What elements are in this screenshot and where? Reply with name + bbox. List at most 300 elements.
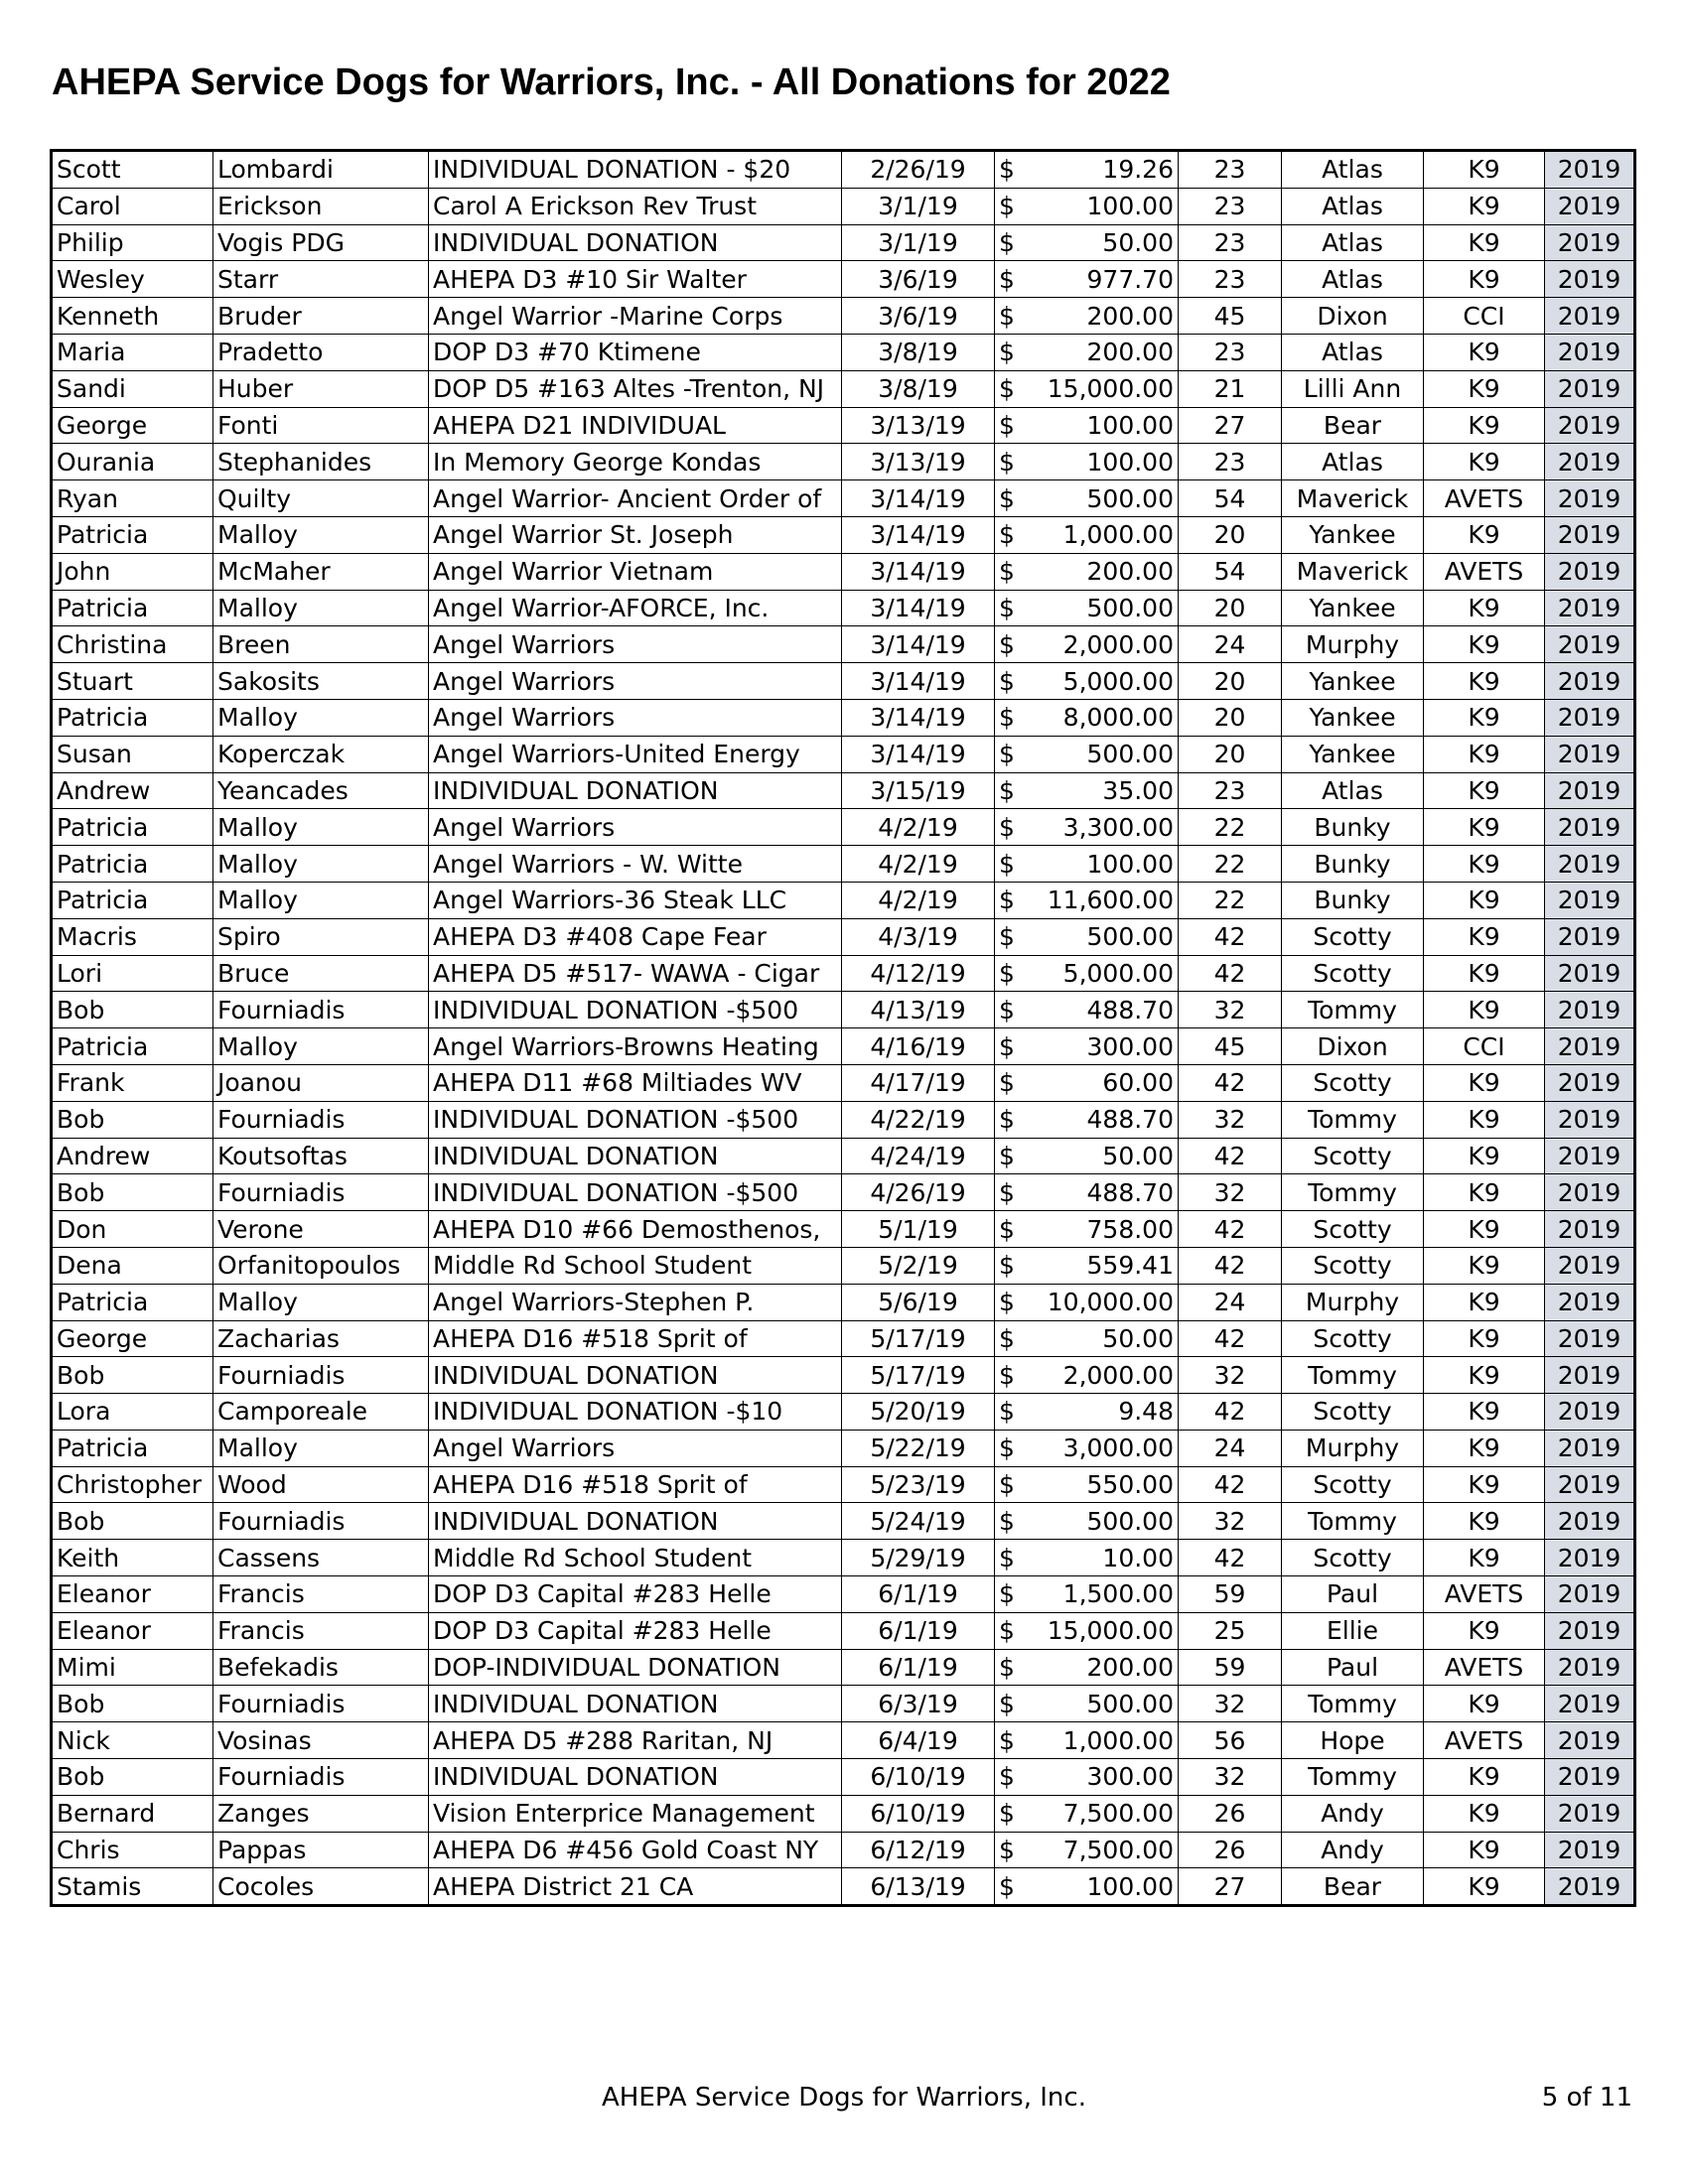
organization-cell: Angel Warriors - W. Witte [429, 846, 842, 883]
amount-cell [995, 1138, 1179, 1174]
amount-cell [995, 809, 1179, 846]
amount-cell [995, 1686, 1179, 1722]
amount-cell [995, 1320, 1179, 1357]
last-name-cell: Quilty [213, 480, 429, 517]
currency-symbol: $ [999, 1653, 1015, 1683]
organization-cell: Angel Warrior-AFORCE, Inc. [429, 590, 842, 626]
year-cell: 2019 [1545, 846, 1635, 883]
currency-symbol: $ [999, 666, 1015, 696]
dog-number-cell: 59 [1179, 1576, 1282, 1613]
program-cell: K9 [1424, 846, 1545, 883]
organization-cell: Angel Warrior Vietnam [429, 553, 842, 590]
table-row [52, 370, 1635, 407]
first-name-cell: George [52, 1320, 213, 1357]
amount-cell [995, 370, 1179, 407]
table-row [52, 882, 1635, 918]
table-row [52, 1101, 1635, 1138]
table-row [52, 1247, 1635, 1284]
page-title: AHEPA Service Dogs for Warriors, Inc. - All Donations for 2022 [52, 62, 1171, 103]
amount-value: 5,000.00 [1062, 958, 1174, 988]
date-cell: 3/14/19 [842, 699, 995, 736]
last-name-cell: Fourniadis [213, 1174, 429, 1211]
amount-value: 500.00 [1086, 483, 1174, 513]
table-row [52, 626, 1635, 663]
table-row [52, 663, 1635, 700]
dog-number-cell: 20 [1179, 663, 1282, 700]
dog-number-cell: 27 [1179, 1868, 1282, 1906]
amount-cell [995, 1064, 1179, 1101]
dog-number-cell: 42 [1179, 1394, 1282, 1431]
dog-number-cell: 59 [1179, 1649, 1282, 1686]
donations-table [50, 149, 1636, 1907]
last-name-cell: Zacharias [213, 1320, 429, 1357]
organization-cell: Carol A Erickson Rev Trust [429, 188, 842, 224]
amount-cell [995, 590, 1179, 626]
date-cell: 6/10/19 [842, 1795, 995, 1832]
organization-cell: INDIVIDUAL DONATION [429, 1138, 842, 1174]
organization-cell: INDIVIDUAL DONATION [429, 1759, 842, 1796]
table-row [52, 772, 1635, 809]
organization-cell: Angel Warrior St. Joseph [429, 516, 842, 553]
amount-value: 60.00 [1102, 1068, 1174, 1098]
dog-name-cell: Dixon [1282, 298, 1424, 335]
dog-name-cell: Scotty [1282, 918, 1424, 955]
first-name-cell: Patricia [52, 1028, 213, 1065]
dog-name-cell: Scotty [1282, 1320, 1424, 1357]
program-cell: K9 [1424, 1686, 1545, 1722]
amount-cell [995, 1101, 1179, 1138]
dog-number-cell: 21 [1179, 370, 1282, 407]
first-name-cell: Patricia [52, 809, 213, 846]
program-cell: K9 [1424, 626, 1545, 663]
currency-symbol: $ [999, 812, 1015, 842]
table-row [52, 1649, 1635, 1686]
organization-cell: AHEPA District 21 CA [429, 1868, 842, 1906]
amount-cell [995, 699, 1179, 736]
program-cell: K9 [1424, 1612, 1545, 1649]
amount-cell [995, 1466, 1179, 1503]
dog-number-cell: 23 [1179, 188, 1282, 224]
dog-name-cell: Scotty [1282, 1138, 1424, 1174]
organization-cell: Angel Warriors [429, 1430, 842, 1466]
last-name-cell: Joanou [213, 1064, 429, 1101]
first-name-cell: Eleanor [52, 1576, 213, 1613]
currency-symbol: $ [999, 227, 1015, 257]
year-cell: 2019 [1545, 699, 1635, 736]
dog-number-cell: 56 [1179, 1722, 1282, 1759]
dog-name-cell: Atlas [1282, 188, 1424, 224]
first-name-cell: Patricia [52, 882, 213, 918]
amount-value: 1,000.00 [1062, 520, 1174, 550]
last-name-cell: Erickson [213, 188, 429, 224]
first-name-cell: Bob [52, 1686, 213, 1722]
dog-number-cell: 22 [1179, 846, 1282, 883]
year-cell: 2019 [1545, 1832, 1635, 1868]
dog-number-cell: 23 [1179, 772, 1282, 809]
last-name-cell: Malloy [213, 882, 429, 918]
organization-cell: AHEPA D3 #408 Cape Fear [429, 918, 842, 955]
table-row [52, 809, 1635, 846]
currency-symbol: $ [999, 1725, 1015, 1755]
program-cell: CCI [1424, 298, 1545, 335]
year-cell: 2019 [1545, 224, 1635, 261]
amount-cell [995, 1028, 1179, 1065]
table-row [52, 992, 1635, 1028]
year-cell: 2019 [1545, 1576, 1635, 1613]
amount-value: 7,500.00 [1062, 1836, 1174, 1865]
date-cell: 5/6/19 [842, 1284, 995, 1320]
first-name-cell: Carol [52, 188, 213, 224]
date-cell: 5/20/19 [842, 1394, 995, 1431]
dog-name-cell: Bunky [1282, 882, 1424, 918]
last-name-cell: Malloy [213, 1028, 429, 1065]
last-name-cell: Yeancades [213, 772, 429, 809]
date-cell: 5/23/19 [842, 1466, 995, 1503]
table-row [52, 480, 1635, 517]
amount-value: 7,500.00 [1062, 1799, 1174, 1829]
currency-symbol: $ [999, 1871, 1015, 1901]
year-cell: 2019 [1545, 1430, 1635, 1466]
dog-name-cell: Andy [1282, 1832, 1424, 1868]
amount-value: 488.70 [1086, 995, 1174, 1024]
date-cell: 5/22/19 [842, 1430, 995, 1466]
program-cell: K9 [1424, 516, 1545, 553]
program-cell: K9 [1424, 370, 1545, 407]
page-number: 5 of 11 [1541, 2083, 1632, 2113]
last-name-cell: Malloy [213, 516, 429, 553]
dog-number-cell: 32 [1179, 992, 1282, 1028]
date-cell: 6/10/19 [842, 1759, 995, 1796]
program-cell: K9 [1424, 736, 1545, 772]
table-row [52, 699, 1635, 736]
amount-cell [995, 626, 1179, 663]
table-row [52, 846, 1635, 883]
organization-cell: INDIVIDUAL DONATION [429, 772, 842, 809]
first-name-cell: Patricia [52, 1284, 213, 1320]
dog-number-cell: 20 [1179, 516, 1282, 553]
dog-name-cell: Scotty [1282, 1247, 1424, 1284]
table-row [52, 188, 1635, 224]
first-name-cell: Patricia [52, 516, 213, 553]
currency-symbol: $ [999, 1068, 1015, 1098]
dog-number-cell: 42 [1179, 918, 1282, 955]
date-cell: 6/4/19 [842, 1722, 995, 1759]
last-name-cell: Cassens [213, 1540, 429, 1576]
dog-name-cell: Paul [1282, 1649, 1424, 1686]
organization-cell: In Memory George Kondas [429, 444, 842, 480]
table-row [52, 918, 1635, 955]
currency-symbol: $ [999, 1506, 1015, 1536]
year-cell: 2019 [1545, 1138, 1635, 1174]
first-name-cell: Ryan [52, 480, 213, 517]
currency-symbol: $ [999, 301, 1015, 331]
amount-value: 9.48 [1118, 1397, 1174, 1427]
currency-symbol: $ [999, 1214, 1015, 1244]
first-name-cell: Kenneth [52, 298, 213, 335]
date-cell: 4/2/19 [842, 846, 995, 883]
first-name-cell: Bob [52, 1503, 213, 1540]
currency-symbol: $ [999, 1251, 1015, 1281]
currency-symbol: $ [999, 1616, 1015, 1646]
organization-cell: AHEPA D16 #518 Sprit of [429, 1320, 842, 1357]
organization-cell: AHEPA D5 #517- WAWA - Cigar [429, 955, 842, 992]
amount-value: 3,300.00 [1062, 812, 1174, 842]
date-cell: 3/14/19 [842, 736, 995, 772]
amount-cell [995, 918, 1179, 955]
first-name-cell: Stamis [52, 1868, 213, 1906]
last-name-cell: Vogis PDG [213, 224, 429, 261]
dog-name-cell: Bear [1282, 1868, 1424, 1906]
table-row [52, 1868, 1635, 1906]
currency-symbol: $ [999, 849, 1015, 879]
dog-name-cell: Yankee [1282, 590, 1424, 626]
program-cell: K9 [1424, 1357, 1545, 1394]
first-name-cell: Eleanor [52, 1612, 213, 1649]
table-row [52, 444, 1635, 480]
table-row [52, 1503, 1635, 1540]
organization-cell: AHEPA D11 #68 Miltiades WV [429, 1064, 842, 1101]
dog-number-cell: 42 [1179, 1138, 1282, 1174]
year-cell: 2019 [1545, 1759, 1635, 1796]
table-row [52, 1686, 1635, 1722]
amount-cell [995, 1174, 1179, 1211]
amount-value: 11,600.00 [1047, 886, 1174, 915]
table-row [52, 1284, 1635, 1320]
date-cell: 3/6/19 [842, 261, 995, 298]
date-cell: 6/12/19 [842, 1832, 995, 1868]
year-cell: 2019 [1545, 772, 1635, 809]
dog-name-cell: Paul [1282, 1576, 1424, 1613]
amount-value: 1,000.00 [1062, 1725, 1174, 1755]
organization-cell: Angel Warrior -Marine Corps [429, 298, 842, 335]
amount-cell [995, 1357, 1179, 1394]
table-row [52, 261, 1635, 298]
year-cell: 2019 [1545, 1868, 1635, 1906]
amount-cell [995, 955, 1179, 992]
first-name-cell: Bob [52, 1759, 213, 1796]
program-cell: K9 [1424, 918, 1545, 955]
program-cell: K9 [1424, 151, 1545, 189]
amount-cell [995, 1211, 1179, 1248]
dog-name-cell: Maverick [1282, 480, 1424, 517]
dog-number-cell: 23 [1179, 224, 1282, 261]
table-row [52, 334, 1635, 370]
first-name-cell: Ourania [52, 444, 213, 480]
dog-name-cell: Scotty [1282, 1466, 1424, 1503]
year-cell: 2019 [1545, 1028, 1635, 1065]
table-row [52, 955, 1635, 992]
dog-number-cell: 54 [1179, 553, 1282, 590]
footer-organization: AHEPA Service Dogs for Warriors, Inc. [602, 2083, 1086, 2113]
organization-cell: Angel Warriors-Stephen P. [429, 1284, 842, 1320]
dog-number-cell: 23 [1179, 151, 1282, 189]
last-name-cell: Verone [213, 1211, 429, 1248]
last-name-cell: Fourniadis [213, 1759, 429, 1796]
dog-number-cell: 54 [1179, 480, 1282, 517]
date-cell: 4/22/19 [842, 1101, 995, 1138]
year-cell: 2019 [1545, 480, 1635, 517]
currency-symbol: $ [999, 1288, 1015, 1317]
dog-number-cell: 26 [1179, 1832, 1282, 1868]
currency-symbol: $ [999, 1433, 1015, 1463]
amount-value: 100.00 [1086, 192, 1174, 221]
last-name-cell: Malloy [213, 699, 429, 736]
date-cell: 3/8/19 [842, 334, 995, 370]
amount-cell [995, 1247, 1179, 1284]
currency-symbol: $ [999, 958, 1015, 988]
dog-number-cell: 23 [1179, 444, 1282, 480]
dog-name-cell: Murphy [1282, 1430, 1424, 1466]
last-name-cell: Befekadis [213, 1649, 429, 1686]
currency-symbol: $ [999, 410, 1015, 440]
last-name-cell: Koutsoftas [213, 1138, 429, 1174]
dog-name-cell: Scotty [1282, 1211, 1424, 1248]
date-cell: 6/1/19 [842, 1649, 995, 1686]
amount-cell [995, 516, 1179, 553]
year-cell: 2019 [1545, 444, 1635, 480]
dog-number-cell: 20 [1179, 699, 1282, 736]
dog-name-cell: Maverick [1282, 553, 1424, 590]
currency-symbol: $ [999, 995, 1015, 1024]
amount-value: 488.70 [1086, 1105, 1174, 1135]
dog-name-cell: Scotty [1282, 1540, 1424, 1576]
organization-cell: DOP D3 Capital #283 Helle [429, 1576, 842, 1613]
table-row [52, 151, 1635, 189]
date-cell: 4/17/19 [842, 1064, 995, 1101]
last-name-cell: Breen [213, 626, 429, 663]
amount-value: 977.70 [1086, 264, 1174, 294]
amount-cell [995, 298, 1179, 335]
dog-name-cell: Atlas [1282, 772, 1424, 809]
first-name-cell: Bob [52, 992, 213, 1028]
program-cell: K9 [1424, 1868, 1545, 1906]
dog-number-cell: 32 [1179, 1357, 1282, 1394]
date-cell: 5/2/19 [842, 1247, 995, 1284]
year-cell: 2019 [1545, 1247, 1635, 1284]
program-cell: K9 [1424, 1247, 1545, 1284]
program-cell: K9 [1424, 1430, 1545, 1466]
first-name-cell: Bob [52, 1357, 213, 1394]
table-row [52, 1722, 1635, 1759]
dog-number-cell: 42 [1179, 1247, 1282, 1284]
table-row [52, 1028, 1635, 1065]
amount-value: 500.00 [1086, 1689, 1174, 1718]
date-cell: 5/17/19 [842, 1320, 995, 1357]
currency-symbol: $ [999, 520, 1015, 550]
dog-name-cell: Scotty [1282, 955, 1424, 992]
currency-symbol: $ [999, 703, 1015, 733]
program-cell: K9 [1424, 224, 1545, 261]
last-name-cell: Bruce [213, 955, 429, 992]
program-cell: K9 [1424, 444, 1545, 480]
year-cell: 2019 [1545, 626, 1635, 663]
amount-cell [995, 1576, 1179, 1613]
first-name-cell: Philip [52, 224, 213, 261]
last-name-cell: Bruder [213, 298, 429, 335]
first-name-cell: Patricia [52, 699, 213, 736]
table-row [52, 553, 1635, 590]
first-name-cell: Chris [52, 1832, 213, 1868]
amount-value: 200.00 [1086, 557, 1174, 587]
amount-cell [995, 334, 1179, 370]
date-cell: 5/29/19 [842, 1540, 995, 1576]
year-cell: 2019 [1545, 1795, 1635, 1832]
dog-number-cell: 27 [1179, 407, 1282, 444]
date-cell: 4/26/19 [842, 1174, 995, 1211]
last-name-cell: Malloy [213, 809, 429, 846]
date-cell: 4/12/19 [842, 955, 995, 992]
program-cell: K9 [1424, 1211, 1545, 1248]
year-cell: 2019 [1545, 188, 1635, 224]
amount-value: 50.00 [1102, 227, 1174, 257]
year-cell: 2019 [1545, 736, 1635, 772]
dog-name-cell: Tommy [1282, 1503, 1424, 1540]
amount-value: 200.00 [1086, 301, 1174, 331]
year-cell: 2019 [1545, 370, 1635, 407]
amount-value: 35.00 [1102, 775, 1174, 805]
table-row [52, 1211, 1635, 1248]
table-row [52, 1430, 1635, 1466]
organization-cell: DOP D3 Capital #283 Helle [429, 1612, 842, 1649]
date-cell: 4/3/19 [842, 918, 995, 955]
dog-number-cell: 42 [1179, 955, 1282, 992]
year-cell: 2019 [1545, 298, 1635, 335]
organization-cell: Angel Warriors-36 Steak LLC [429, 882, 842, 918]
program-cell: K9 [1424, 955, 1545, 992]
dog-name-cell: Atlas [1282, 261, 1424, 298]
table-row [52, 298, 1635, 335]
date-cell: 3/14/19 [842, 663, 995, 700]
organization-cell: Angel Warriors-United Energy [429, 736, 842, 772]
dog-name-cell: Atlas [1282, 224, 1424, 261]
currency-symbol: $ [999, 1799, 1015, 1829]
amount-value: 300.00 [1086, 1031, 1174, 1061]
first-name-cell: Frank [52, 1064, 213, 1101]
currency-symbol: $ [999, 483, 1015, 513]
amount-cell [995, 772, 1179, 809]
first-name-cell: Nick [52, 1722, 213, 1759]
first-name-cell: Stuart [52, 663, 213, 700]
dog-number-cell: 26 [1179, 1795, 1282, 1832]
dog-number-cell: 32 [1179, 1503, 1282, 1540]
amount-value: 10.00 [1102, 1543, 1174, 1572]
dog-number-cell: 45 [1179, 298, 1282, 335]
amount-value: 550.00 [1086, 1470, 1174, 1500]
dog-name-cell: Tommy [1282, 1686, 1424, 1722]
date-cell: 3/14/19 [842, 626, 995, 663]
last-name-cell: Fourniadis [213, 1686, 429, 1722]
dog-number-cell: 42 [1179, 1466, 1282, 1503]
amount-value: 500.00 [1086, 922, 1174, 952]
program-cell: AVETS [1424, 1576, 1545, 1613]
last-name-cell: Stephanides [213, 444, 429, 480]
date-cell: 3/13/19 [842, 444, 995, 480]
date-cell: 3/14/19 [842, 516, 995, 553]
organization-cell: DOP D5 #163 Altes -Trenton, NJ [429, 370, 842, 407]
first-name-cell: Susan [52, 736, 213, 772]
organization-cell: INDIVIDUAL DONATION -$500 [429, 992, 842, 1028]
table-row [52, 516, 1635, 553]
year-cell: 2019 [1545, 1722, 1635, 1759]
dog-name-cell: Atlas [1282, 151, 1424, 189]
dog-number-cell: 20 [1179, 590, 1282, 626]
amount-cell [995, 882, 1179, 918]
currency-symbol: $ [999, 1543, 1015, 1572]
program-cell: K9 [1424, 882, 1545, 918]
dog-name-cell: Tommy [1282, 1101, 1424, 1138]
dog-number-cell: 42 [1179, 1540, 1282, 1576]
program-cell: K9 [1424, 699, 1545, 736]
